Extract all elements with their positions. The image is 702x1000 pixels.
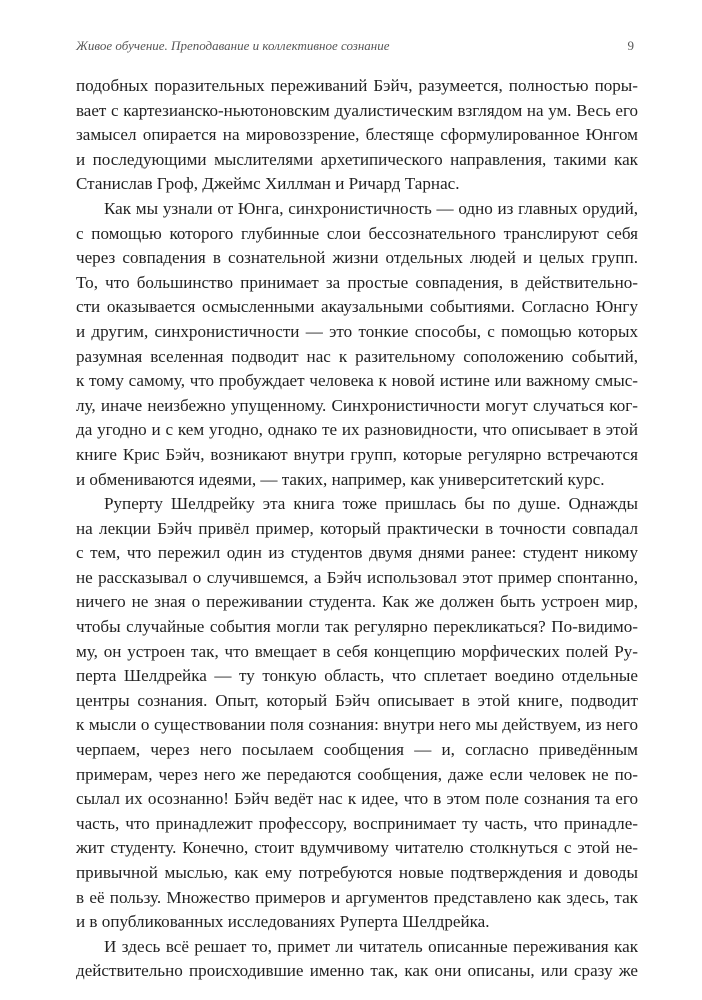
text-line: привычной мыслью, как ему потребуются новые подтверждения и доводы <box>76 863 638 882</box>
running-title: Живое обучение. Преподавание и коллективное сознание <box>76 38 390 53</box>
text-line: с помощью которого глубинные слои бессознательного транслируют себя <box>76 223 638 243</box>
text-line: разумная вселенная подводит нас к разительному соположению событий, <box>76 346 638 366</box>
page-number: 9 <box>627 38 634 53</box>
text-line: и в опубликованных исследованиях Руперта Шелдрейка. <box>76 912 490 932</box>
text-line: часть, что принадлежит профессору, воспринимает ту часть, что принадле- <box>76 813 638 833</box>
text-line: замысел опирается на мировоззрение, блестяще сформулированное Юнгом <box>76 125 638 145</box>
paragraph <box>76 492 638 935</box>
text-line: да угодно и с кем угодно, однако те их разновидности, что описывает в этой <box>76 420 638 440</box>
text-line: к мысли о существовании поля сознания: внутри него мы действуем, из него <box>76 715 638 735</box>
text-line: сылал их осознанно! Бэйч ведёт нас к идее, что в этом поле сознания та его <box>76 789 638 809</box>
text-line: жит студенту. Конечно, стоит вдумчивому читателю столкнуться с этой не- <box>76 838 638 858</box>
text-line: вает с картезианско-ньютоновским дуалистическим взглядом на ум. Весь его <box>76 100 638 120</box>
text-line: подобных поразительных переживаний Бэйч, разумеется, полностью поры- <box>76 76 638 95</box>
text-line: сти оказывается осмысленными акаузальными событиями. Согласно Юнгу <box>76 297 638 317</box>
text-line: черпаем, через него посылаем сообщения — и, согласно приведённым <box>76 740 638 760</box>
text-line: и обмениваются идеями, — таких, например, как университетский курс. <box>76 469 605 489</box>
paragraph <box>76 935 638 984</box>
text-line: центры сознания. Опыт, который Бэйч описывает в этой книге, подводит <box>76 690 638 710</box>
paragraph <box>76 74 638 197</box>
running-header <box>76 38 634 58</box>
text-line: му, он устроен так, что вмещает в себя концепцию морфических полей Ру- <box>76 641 638 661</box>
text-line: Руперту Шелдрейку эта книга тоже пришлась бы по душе. Однажды <box>104 494 638 514</box>
text-line: чтобы случайные события могли так регулярно перекликаться? По-видимо- <box>76 617 638 637</box>
text-line: Как мы узнали от Юнга, синхронистичность — одно из главных орудий, <box>104 198 638 218</box>
text-line: книге Крис Бэйч, возникают внутри групп, которые регулярно встречаются <box>76 444 638 464</box>
text-line: Станислав Гроф, Джеймс Хиллман и Ричард Тарнас. <box>76 174 460 194</box>
text-line: и последующими мыслителями архетипического направления, такими как <box>76 149 638 169</box>
body-text <box>76 74 638 984</box>
text-line: на лекции Бэйч привёл пример, который практически в точности совпадал <box>76 518 638 538</box>
text-line: не рассказывал о случившемся, а Бэйч использовал этот пример спонтанно, <box>76 567 638 587</box>
text-line: лу, иначе неизбежно упущенному. Синхронистичности могут случаться ког- <box>76 395 638 415</box>
text-line: перта Шелдрейка — ту тонкую область, что сплетает воедино отдельные <box>76 666 638 686</box>
text-line: действительно происходившие именно так, как они описаны, или сразу же <box>76 961 638 981</box>
text-line: То, что большинство принимает за простые совпадения, в действительно- <box>76 272 638 292</box>
paragraph <box>76 197 638 492</box>
text-line: через совпадения в сознательной жизни отдельных людей и целых групп. <box>76 248 638 268</box>
text-line: с тем, что пережил один из студентов двумя днями ранее: студент никому <box>76 543 638 563</box>
text-line: ничего не зная о переживании студента. Как же должен быть устроен мир, <box>76 592 638 612</box>
text-line: к тому самому, что пробуждает человека к новой истине или важному смыс- <box>76 371 638 391</box>
text-line: И здесь всё решает то, примет ли читатель описанные переживания как <box>104 936 638 956</box>
text-line: примерам, через него же передаются сообщения, даже если человек не по- <box>76 764 638 784</box>
text-line: и другим, синхронистичности — это тонкие способы, с помощью которых <box>76 321 638 341</box>
text-line: в её пользу. Множество примеров и аргументов представлено как здесь, так <box>76 887 638 907</box>
